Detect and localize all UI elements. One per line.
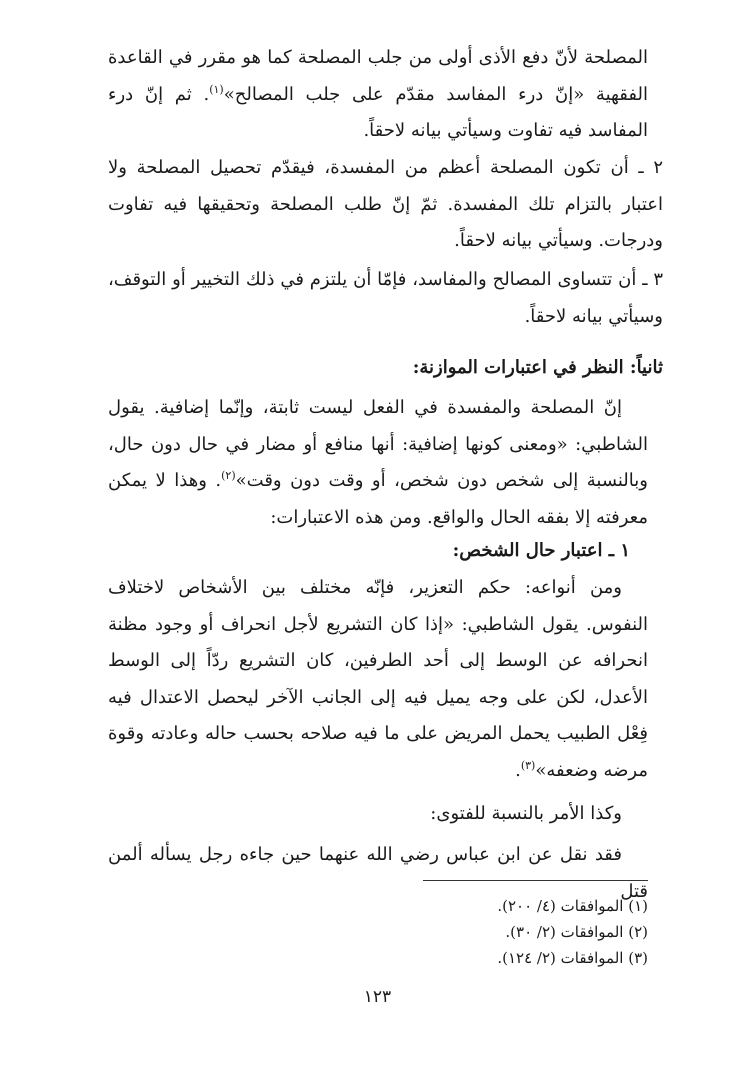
- paragraph-text: ومن أنواعه: حكم التعزير، فإنّه مختلف بين الأشخاص لاختلاف النفوس. يقول الشاطبي: «إذا كان التشريع لأجل انحراف أو وجود مظنة انحرافه عن الوسط إلى أحد الطرفين، كان التشريع ردّاً إلى الوسط الأعدل، لكن على وجه يميل فيه إلى الجانب الآخر ليحصل الاعتدال فيه فِعْل الطبيب يحمل المريض على ما فيه صلاحه بحسب حاله وعادته وقوة مرضه وضعفه»: [108, 577, 648, 781]
- list-number: ٣ ـ: [642, 269, 663, 290]
- list-item-3: [108, 262, 663, 335]
- paragraph-tazir: [108, 570, 648, 789]
- footnote-1: (١) الموافقات (٤/ ٢٠٠).: [497, 897, 648, 915]
- footnote-ref: (٣): [520, 758, 536, 772]
- paragraph-text: إنّ المصلحة والمفسدة في الفعل ليست ثابتة، وإنّما إضافية. يقول الشاطبي: «ومعنى كونها إضافية: أنها منافع أو مضار في حال دون حال، وبالنسبة إلى شخص دون شخص، أو وقت دون وقت»: [108, 397, 648, 491]
- paragraph-text: المصلحة لأنّ دفع الأذى أولى من جلب المصلحة كما هو مقرر في القاعدة الفقهية «إنّ درء المفاسد مقدّم على جلب المصالح»: [108, 47, 648, 105]
- footnote-ref: (١): [209, 82, 224, 96]
- subheading-person-state: ١ ـ اعتبار حال الشخص:: [452, 540, 630, 561]
- paragraph-ibn-abbas: فقد نقل عن ابن عباس رضي الله عنهما حين جاءه رجل يسأله ألمن قتل: [108, 844, 648, 902]
- paragraph-fatwa: وكذا الأمر بالنسبة للفتوى:: [430, 803, 622, 824]
- section-heading: ثانياً: النظر في اعتبارات الموازنة:: [412, 357, 663, 378]
- footnote-3: (٣) الموافقات (٢/ ١٢٤).: [497, 949, 648, 967]
- paragraph-text: . ثم إنّ درء المفاسد فيه تفاوت وسيأتي بيانه لاحقاً.: [108, 83, 648, 141]
- footnote-ref: (٢): [221, 469, 236, 482]
- paragraph-text: . وهذا لا يمكن معرفته إلا بفقه الحال والواقع. ومن هذه الاعتبارات:: [108, 470, 648, 528]
- list-item-text: أن تكون المصلحة أعظم من المفسدة، فيقدّم تحصيل المصلحة ولا اعتبار بالتزام تلك المفسدة. ثمّ إنّ طلب المصلحة وتحقيقها فيه تفاوت ودرجات. وسيأتي بيانه لاحقاً.: [108, 157, 663, 251]
- page-number: ١٢٣: [363, 987, 392, 1007]
- list-number: ٢ ـ: [638, 157, 663, 178]
- paragraph-maslaha-rule: [108, 40, 648, 150]
- list-item-2: [108, 150, 663, 260]
- footnote-divider: [423, 880, 648, 881]
- paragraph-shatibi-idafiya: [108, 390, 648, 536]
- footnote-2: (٢) الموافقات (٢/ ٣٠).: [505, 923, 648, 941]
- paragraph-text: .: [515, 759, 521, 781]
- list-item-text: أن تتساوى المصالح والمفاسد، فإمّا أن يلتزم في ذلك التخيير أو التوقف، وسيأتي بيانه لاحقاً.: [108, 269, 663, 327]
